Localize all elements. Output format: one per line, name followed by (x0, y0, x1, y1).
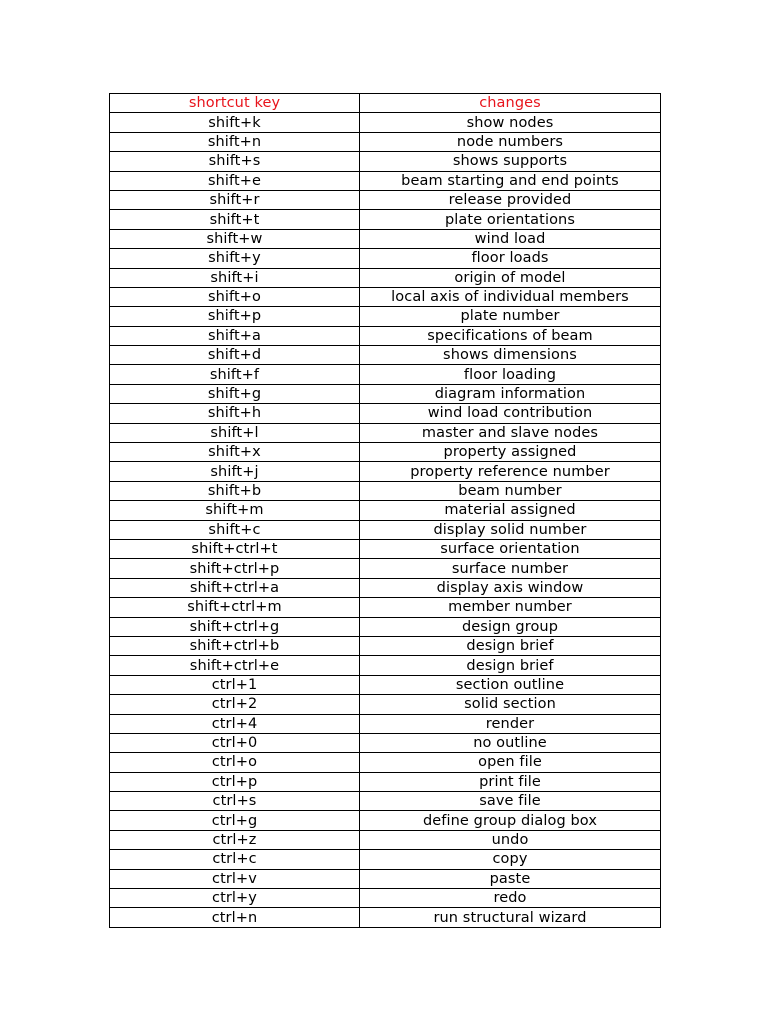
change-cell: floor loads (360, 249, 661, 268)
table-row (110, 675, 661, 694)
shortcut-key-cell: shift+t (110, 210, 360, 229)
shortcut-key-cell: ctrl+s (110, 792, 360, 811)
table-row (110, 423, 661, 442)
shortcut-key-cell: shift+h (110, 404, 360, 423)
table-row (110, 850, 661, 869)
shortcut-key-cell: shift+p (110, 307, 360, 326)
table-row (110, 404, 661, 423)
table-row (110, 656, 661, 675)
change-cell: no outline (360, 733, 661, 752)
shortcut-key-cell: shift+d (110, 346, 360, 365)
table-row (110, 113, 661, 132)
shortcut-key-cell: shift+l (110, 423, 360, 442)
table-row (110, 501, 661, 520)
change-cell: solid section (360, 695, 661, 714)
table-row (110, 384, 661, 403)
shortcut-key-cell: shift+ctrl+a (110, 578, 360, 597)
change-cell: surface orientation (360, 539, 661, 558)
document-page (109, 93, 661, 928)
table-row (110, 132, 661, 151)
change-cell: render (360, 714, 661, 733)
shortcut-key-cell: shift+w (110, 229, 360, 248)
table-row (110, 869, 661, 888)
shortcut-key-cell: shift+s (110, 152, 360, 171)
table-row (110, 578, 661, 597)
table-header-row (110, 94, 661, 113)
shortcut-key-cell: shift+ctrl+m (110, 598, 360, 617)
shortcut-key-cell: shift+g (110, 384, 360, 403)
table-row (110, 598, 661, 617)
change-cell: run structural wizard (360, 908, 661, 927)
change-cell: release provided (360, 190, 661, 209)
table-row (110, 889, 661, 908)
shortcut-key-cell: ctrl+z (110, 830, 360, 849)
table-row (110, 268, 661, 287)
table-row (110, 249, 661, 268)
shortcut-key-cell: ctrl+0 (110, 733, 360, 752)
change-cell: shows supports (360, 152, 661, 171)
change-cell: diagram information (360, 384, 661, 403)
table-row (110, 908, 661, 927)
shortcut-key-cell: shift+ctrl+g (110, 617, 360, 636)
shortcut-key-cell: shift+c (110, 520, 360, 539)
table-row (110, 287, 661, 306)
table-row (110, 792, 661, 811)
table-row (110, 462, 661, 481)
shortcut-key-cell: ctrl+g (110, 811, 360, 830)
table-row (110, 714, 661, 733)
change-cell: wind load contribution (360, 404, 661, 423)
shortcut-key-cell: shift+ctrl+b (110, 636, 360, 655)
table-row (110, 481, 661, 500)
change-cell: print file (360, 772, 661, 791)
change-cell: plate orientations (360, 210, 661, 229)
table-row (110, 559, 661, 578)
shortcut-key-cell: ctrl+y (110, 889, 360, 908)
change-cell: shows dimensions (360, 346, 661, 365)
change-cell: property reference number (360, 462, 661, 481)
table-row (110, 229, 661, 248)
table-row (110, 152, 661, 171)
table-row (110, 636, 661, 655)
change-cell: save file (360, 792, 661, 811)
shortcut-key-cell: shift+ctrl+t (110, 539, 360, 558)
shortcut-table (109, 93, 661, 928)
table-row (110, 346, 661, 365)
shortcut-key-cell: shift+n (110, 132, 360, 151)
shortcut-key-cell: shift+o (110, 287, 360, 306)
table-row (110, 171, 661, 190)
shortcut-key-cell: shift+y (110, 249, 360, 268)
change-cell: wind load (360, 229, 661, 248)
table-row (110, 443, 661, 462)
shortcut-key-cell: shift+ctrl+p (110, 559, 360, 578)
change-cell: node numbers (360, 132, 661, 151)
change-cell: material assigned (360, 501, 661, 520)
change-cell: local axis of individual members (360, 287, 661, 306)
table-row (110, 753, 661, 772)
shortcut-key-cell: ctrl+4 (110, 714, 360, 733)
table-row (110, 326, 661, 345)
shortcut-key-cell: shift+i (110, 268, 360, 287)
header-changes: changes (360, 94, 661, 113)
change-cell: plate number (360, 307, 661, 326)
table-row (110, 210, 661, 229)
change-cell: design group (360, 617, 661, 636)
change-cell: specifications of beam (360, 326, 661, 345)
change-cell: define group dialog box (360, 811, 661, 830)
shortcut-key-cell: shift+ctrl+e (110, 656, 360, 675)
shortcut-key-cell: shift+f (110, 365, 360, 384)
change-cell: redo (360, 889, 661, 908)
change-cell: master and slave nodes (360, 423, 661, 442)
change-cell: property assigned (360, 443, 661, 462)
shortcut-key-cell: ctrl+v (110, 869, 360, 888)
shortcut-key-cell: ctrl+c (110, 850, 360, 869)
change-cell: show nodes (360, 113, 661, 132)
shortcut-key-cell: shift+b (110, 481, 360, 500)
shortcut-key-cell: shift+k (110, 113, 360, 132)
change-cell: paste (360, 869, 661, 888)
change-cell: copy (360, 850, 661, 869)
table-row (110, 830, 661, 849)
shortcut-key-cell: ctrl+p (110, 772, 360, 791)
shortcut-key-cell: ctrl+n (110, 908, 360, 927)
table-row (110, 307, 661, 326)
shortcut-key-cell: shift+e (110, 171, 360, 190)
shortcut-key-cell: shift+x (110, 443, 360, 462)
header-shortcut-key: shortcut key (110, 94, 360, 113)
table-row (110, 520, 661, 539)
table-row (110, 733, 661, 752)
table-body (110, 113, 661, 927)
table-row (110, 772, 661, 791)
table-row (110, 539, 661, 558)
table-row (110, 695, 661, 714)
table-row (110, 190, 661, 209)
shortcut-key-cell: shift+j (110, 462, 360, 481)
change-cell: section outline (360, 675, 661, 694)
change-cell: origin of model (360, 268, 661, 287)
change-cell: design brief (360, 656, 661, 675)
change-cell: member number (360, 598, 661, 617)
change-cell: surface number (360, 559, 661, 578)
shortcut-key-cell: shift+m (110, 501, 360, 520)
change-cell: design brief (360, 636, 661, 655)
shortcut-key-cell: shift+a (110, 326, 360, 345)
table-row (110, 811, 661, 830)
shortcut-key-cell: ctrl+2 (110, 695, 360, 714)
change-cell: display axis window (360, 578, 661, 597)
change-cell: beam number (360, 481, 661, 500)
change-cell: beam starting and end points (360, 171, 661, 190)
table-row (110, 617, 661, 636)
shortcut-key-cell: shift+r (110, 190, 360, 209)
table-row (110, 365, 661, 384)
shortcut-key-cell: ctrl+o (110, 753, 360, 772)
shortcut-key-cell: ctrl+1 (110, 675, 360, 694)
change-cell: display solid number (360, 520, 661, 539)
change-cell: undo (360, 830, 661, 849)
change-cell: open file (360, 753, 661, 772)
change-cell: floor loading (360, 365, 661, 384)
